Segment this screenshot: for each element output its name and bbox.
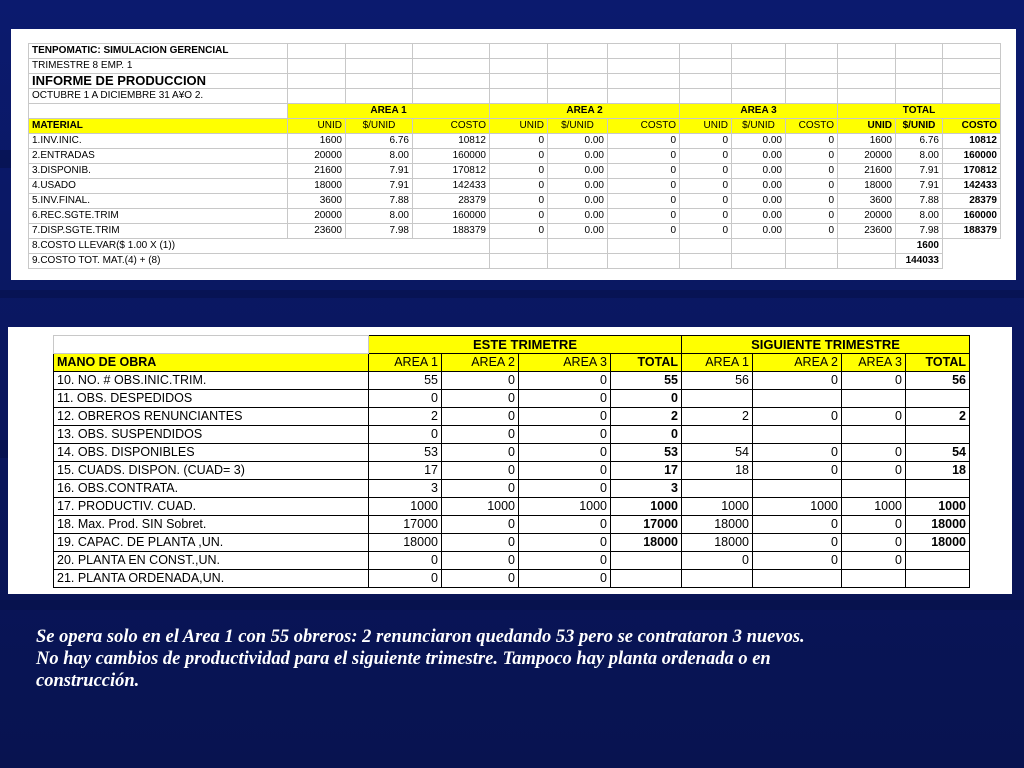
material-cell: 0 xyxy=(490,194,548,209)
labor-cell xyxy=(906,570,970,588)
labor-cell: 0 xyxy=(369,426,442,444)
labor-row xyxy=(54,408,970,426)
material-cell: 0 xyxy=(608,194,680,209)
labor-cell xyxy=(753,426,842,444)
report-period: OCTUBRE 1 A DICIEMBRE 31 A¥O 2. xyxy=(29,89,288,104)
labor-cell: 1000 xyxy=(442,498,519,516)
material-cell: 0.00 xyxy=(732,224,786,239)
col-price: $/UNID xyxy=(548,119,608,134)
material-report-panel xyxy=(11,29,1016,280)
material-cell: 170812 xyxy=(943,164,1001,179)
material-cell: 0 xyxy=(680,134,732,149)
material-cell: 7.98 xyxy=(896,224,943,239)
background-stripe xyxy=(0,290,1024,298)
material-row-label: 5.INV.FINAL. xyxy=(29,194,288,209)
labor-row-label: 11. OBS. DESPEDIDOS xyxy=(54,390,369,408)
labor-cell: 0 xyxy=(442,426,519,444)
material-row xyxy=(29,164,1001,179)
labor-cell: 0 xyxy=(442,444,519,462)
labor-cell: 0 xyxy=(842,408,906,426)
labor-row xyxy=(54,570,970,588)
material-cell: 0 xyxy=(490,224,548,239)
labor-cell: 0 xyxy=(519,390,611,408)
subtitle-row xyxy=(29,59,1001,74)
material-cell: 160000 xyxy=(413,149,490,164)
col-unid: UNID xyxy=(490,119,548,134)
labor-cell: 0 xyxy=(369,570,442,588)
area-header-row xyxy=(29,104,1001,119)
col-unid: UNID xyxy=(680,119,732,134)
material-cell: 142433 xyxy=(413,179,490,194)
material-cell: 20000 xyxy=(838,209,896,224)
labor-cell: 17000 xyxy=(369,516,442,534)
labor-cell: 1000 xyxy=(753,498,842,516)
col-area-3: AREA 3 xyxy=(842,354,906,372)
labor-cell: 2 xyxy=(611,408,682,426)
material-row-label: 7.DISP.SGTE.TRIM xyxy=(29,224,288,239)
labor-cell: 0 xyxy=(442,390,519,408)
material-cell: 6.76 xyxy=(896,134,943,149)
material-rows xyxy=(29,134,1001,269)
material-header: MATERIAL xyxy=(29,119,288,134)
labor-cell: 1000 xyxy=(906,498,970,516)
material-cell: 0 xyxy=(786,209,838,224)
labor-cell: 1000 xyxy=(519,498,611,516)
summary-value: 144033 xyxy=(896,254,943,269)
labor-cell: 0 xyxy=(519,372,611,390)
material-row-label: 6.REC.SGTE.TRIM xyxy=(29,209,288,224)
labor-cell: 0 xyxy=(442,408,519,426)
labor-cell: 3 xyxy=(611,480,682,498)
labor-row xyxy=(54,516,970,534)
labor-cell: 2 xyxy=(369,408,442,426)
col-price: $/UNID xyxy=(346,119,413,134)
material-cell: 188379 xyxy=(943,224,1001,239)
labor-cell xyxy=(753,480,842,498)
col-unid: UNID xyxy=(838,119,896,134)
labor-cell: 0 xyxy=(442,534,519,552)
material-cell: 10812 xyxy=(413,134,490,149)
material-cell: 0 xyxy=(680,224,732,239)
material-cell: 20000 xyxy=(288,149,346,164)
material-cell: 7.91 xyxy=(346,179,413,194)
col-total: TOTAL xyxy=(906,354,970,372)
labor-cell xyxy=(906,480,970,498)
material-cell: 8.00 xyxy=(346,209,413,224)
material-cell: 21600 xyxy=(838,164,896,179)
labor-cell: 2 xyxy=(906,408,970,426)
labor-cell xyxy=(842,390,906,408)
labor-row-label: 17. PRODUCTIV. CUAD. xyxy=(54,498,369,516)
labor-cell xyxy=(611,570,682,588)
labor-cell: 0 xyxy=(753,444,842,462)
col-price: $/UNID xyxy=(896,119,943,134)
period-row xyxy=(29,89,1001,104)
labor-cell xyxy=(682,570,753,588)
labor-cell: 18000 xyxy=(906,516,970,534)
material-cell: 188379 xyxy=(413,224,490,239)
labor-cell: 17 xyxy=(369,462,442,480)
labor-cell: 0 xyxy=(753,372,842,390)
labor-cell xyxy=(753,390,842,408)
material-cell: 0.00 xyxy=(732,149,786,164)
labor-cell: 1000 xyxy=(369,498,442,516)
group-header-next-quarter: SIGUIENTE TRIMESTRE xyxy=(682,336,970,354)
material-cell: 0 xyxy=(490,149,548,164)
labor-cell: 0 xyxy=(519,444,611,462)
labor-cell: 0 xyxy=(519,516,611,534)
material-cell: 18000 xyxy=(288,179,346,194)
labor-cell: 56 xyxy=(906,372,970,390)
labor-cell: 0 xyxy=(442,516,519,534)
labor-row-label: 13. OBS. SUSPENDIDOS xyxy=(54,426,369,444)
material-row xyxy=(29,224,1001,239)
material-cell: 0 xyxy=(786,179,838,194)
material-cell: 0 xyxy=(786,164,838,179)
material-cell: 1600 xyxy=(288,134,346,149)
material-cell: 0 xyxy=(680,194,732,209)
report-title-row xyxy=(29,74,1001,89)
labor-cell: 0 xyxy=(519,480,611,498)
labor-cell: 0 xyxy=(442,480,519,498)
material-cell: 20000 xyxy=(288,209,346,224)
labor-cell xyxy=(842,480,906,498)
labor-cell: 0 xyxy=(842,516,906,534)
material-cell: 3600 xyxy=(288,194,346,209)
material-cell: 0 xyxy=(680,179,732,194)
material-cell: 0 xyxy=(680,149,732,164)
material-cell: 0 xyxy=(490,209,548,224)
col-cost: COSTO xyxy=(413,119,490,134)
caption-line: No hay cambios de productividad para el siguiente trimestre. Tampoco hay planta ordenada o en xyxy=(36,649,771,669)
material-cell: 28379 xyxy=(413,194,490,209)
labor-cell: 0 xyxy=(842,552,906,570)
labor-row xyxy=(54,534,970,552)
material-cell: 28379 xyxy=(943,194,1001,209)
labor-cell: 54 xyxy=(906,444,970,462)
material-row xyxy=(29,149,1001,164)
material-cell: 0.00 xyxy=(548,209,608,224)
material-cell: 1600 xyxy=(838,134,896,149)
material-cell: 8.00 xyxy=(346,149,413,164)
labor-cell: 18 xyxy=(682,462,753,480)
material-cell: 0 xyxy=(786,194,838,209)
labor-row-label: 20. PLANTA EN CONST.,UN. xyxy=(54,552,369,570)
material-cell: 0 xyxy=(608,149,680,164)
labor-row xyxy=(54,426,970,444)
labor-cell: 1000 xyxy=(611,498,682,516)
labor-cell xyxy=(842,570,906,588)
labor-cell: 0 xyxy=(753,552,842,570)
material-cell: 0.00 xyxy=(548,149,608,164)
labor-cell: 18000 xyxy=(906,534,970,552)
labor-cell: 17000 xyxy=(611,516,682,534)
labor-rows xyxy=(54,372,970,588)
material-cell: 20000 xyxy=(838,149,896,164)
labor-cell: 18 xyxy=(906,462,970,480)
labor-row-label: 14. OBS. DISPONIBLES xyxy=(54,444,369,462)
labor-cell xyxy=(682,426,753,444)
labor-cell: 0 xyxy=(369,552,442,570)
caption-line: Se opera solo en el Area 1 con 55 obreros: 2 renunciaron quedando 53 pero se contrataron 3 nuevos. xyxy=(36,627,805,647)
material-cell: 0 xyxy=(608,209,680,224)
col-area-2: AREA 2 xyxy=(442,354,519,372)
labor-cell: 0 xyxy=(442,552,519,570)
material-cell: 7.98 xyxy=(346,224,413,239)
col-area-2: AREA 2 xyxy=(753,354,842,372)
summary-label: 8.COSTO LLEVAR($ 1.00 X (1)) xyxy=(29,239,490,254)
labor-cell: 1000 xyxy=(682,498,753,516)
material-cell: 7.91 xyxy=(346,164,413,179)
col-unid: UNID xyxy=(288,119,346,134)
material-cell: 0.00 xyxy=(732,164,786,179)
labor-cell: 55 xyxy=(369,372,442,390)
material-cell: 0 xyxy=(786,224,838,239)
group-header-row xyxy=(54,336,970,354)
labor-cell: 1000 xyxy=(842,498,906,516)
labor-row-label: 16. OBS.CONTRATA. xyxy=(54,480,369,498)
labor-row xyxy=(54,390,970,408)
background-stripe xyxy=(0,600,1024,610)
labor-row-label: 12. OBREROS RENUNCIANTES xyxy=(54,408,369,426)
material-row-label: 3.DISPONIB. xyxy=(29,164,288,179)
labor-cell: 3 xyxy=(369,480,442,498)
report-header-title: TENPOMATIC: SIMULACION GERENCIAL xyxy=(29,44,288,59)
material-cell: 0 xyxy=(608,164,680,179)
labor-cell xyxy=(842,426,906,444)
labor-cell: 0 xyxy=(442,570,519,588)
material-cell: 0 xyxy=(490,164,548,179)
labor-cell xyxy=(682,390,753,408)
col-area-1: AREA 1 xyxy=(369,354,442,372)
material-cell: 10812 xyxy=(943,134,1001,149)
material-cell: 0.00 xyxy=(732,134,786,149)
labor-row-label: 18. Max. Prod. SIN Sobret. xyxy=(54,516,369,534)
material-cell: 8.00 xyxy=(896,209,943,224)
col-cost: COSTO xyxy=(608,119,680,134)
labor-row xyxy=(54,444,970,462)
labor-cell: 55 xyxy=(611,372,682,390)
labor-cell xyxy=(753,570,842,588)
caption-line: construcción. xyxy=(36,671,140,691)
material-cell: 0.00 xyxy=(732,179,786,194)
material-cell: 7.91 xyxy=(896,164,943,179)
labor-cell: 53 xyxy=(369,444,442,462)
material-cell: 0 xyxy=(608,134,680,149)
labor-table xyxy=(53,335,970,588)
labor-cell xyxy=(906,426,970,444)
material-row xyxy=(29,194,1001,209)
material-report-table xyxy=(28,43,1001,269)
labor-cell: 0 xyxy=(519,462,611,480)
summary-label: 9.COSTO TOT. MAT.(4) + (8) xyxy=(29,254,490,269)
title-row xyxy=(29,44,1001,59)
labor-header: MANO DE OBRA xyxy=(54,354,369,372)
labor-cell: 0 xyxy=(519,570,611,588)
material-summary-row xyxy=(29,254,1001,269)
report-title: INFORME DE PRODUCCION xyxy=(29,74,288,89)
material-row xyxy=(29,179,1001,194)
material-row-label: 2.ENTRADAS xyxy=(29,149,288,164)
labor-cell: 54 xyxy=(682,444,753,462)
labor-cell xyxy=(906,390,970,408)
labor-row-label: 10. NO. # OBS.INIC.TRIM. xyxy=(54,372,369,390)
material-cell: 0.00 xyxy=(732,194,786,209)
slide-caption xyxy=(36,626,1006,692)
labor-cell: 0 xyxy=(519,426,611,444)
labor-cell: 2 xyxy=(682,408,753,426)
labor-cell: 17 xyxy=(611,462,682,480)
labor-cell: 0 xyxy=(519,408,611,426)
material-cell: 0.00 xyxy=(548,224,608,239)
labor-cell: 0 xyxy=(842,534,906,552)
labor-cell: 18000 xyxy=(611,534,682,552)
material-cell: 0.00 xyxy=(548,164,608,179)
material-row xyxy=(29,134,1001,149)
material-cell: 0.00 xyxy=(548,134,608,149)
labor-row-label: 21. PLANTA ORDENADA,UN. xyxy=(54,570,369,588)
material-cell: 18000 xyxy=(838,179,896,194)
col-cost: COSTO xyxy=(786,119,838,134)
labor-row xyxy=(54,462,970,480)
labor-cell: 18000 xyxy=(682,516,753,534)
material-cell: 0 xyxy=(786,134,838,149)
labor-cell: 0 xyxy=(842,444,906,462)
labor-column-header-row xyxy=(54,354,970,372)
labor-cell: 0 xyxy=(753,516,842,534)
material-cell: 0 xyxy=(608,224,680,239)
col-cost: COSTO xyxy=(943,119,1001,134)
labor-cell xyxy=(906,552,970,570)
material-cell: 6.76 xyxy=(346,134,413,149)
labor-cell: 0 xyxy=(842,372,906,390)
material-cell: 0.00 xyxy=(548,194,608,209)
background-stripe xyxy=(0,440,8,458)
material-cell: 0 xyxy=(680,164,732,179)
material-cell: 160000 xyxy=(413,209,490,224)
labor-cell: 0 xyxy=(369,390,442,408)
labor-cell: 0 xyxy=(682,552,753,570)
group-header-this-quarter: ESTE TRIMETRE xyxy=(369,336,682,354)
material-cell: 7.88 xyxy=(896,194,943,209)
labor-cell xyxy=(682,480,753,498)
labor-cell: 0 xyxy=(442,462,519,480)
col-price: $/UNID xyxy=(732,119,786,134)
labor-cell: 0 xyxy=(753,534,842,552)
labor-cell: 0 xyxy=(753,408,842,426)
col-area-3: AREA 3 xyxy=(519,354,611,372)
material-cell: 142433 xyxy=(943,179,1001,194)
material-cell: 7.88 xyxy=(346,194,413,209)
labor-cell: 0 xyxy=(611,426,682,444)
material-cell: 0 xyxy=(680,209,732,224)
column-header-row xyxy=(29,119,1001,134)
labor-cell: 0 xyxy=(611,390,682,408)
material-row-label: 1.INV.INIC. xyxy=(29,134,288,149)
labor-row xyxy=(54,498,970,516)
material-cell: 0 xyxy=(490,179,548,194)
labor-cell: 53 xyxy=(611,444,682,462)
area-header-3: AREA 3 xyxy=(680,104,838,119)
labor-row-label: 19. CAPAC. DE PLANTA ,UN. xyxy=(54,534,369,552)
area-header-total: TOTAL xyxy=(838,104,1001,119)
material-cell: 160000 xyxy=(943,209,1001,224)
material-row-label: 4.USADO xyxy=(29,179,288,194)
material-cell: 0.00 xyxy=(732,209,786,224)
col-total: TOTAL xyxy=(611,354,682,372)
material-cell: 0 xyxy=(786,149,838,164)
labor-row-label: 15. CUADS. DISPON. (CUAD= 3) xyxy=(54,462,369,480)
labor-cell: 56 xyxy=(682,372,753,390)
material-cell: 0 xyxy=(608,179,680,194)
material-cell: 0.00 xyxy=(548,179,608,194)
report-subtitle: TRIMESTRE 8 EMP. 1 xyxy=(29,59,288,74)
material-cell: 23600 xyxy=(838,224,896,239)
labor-cell: 0 xyxy=(519,534,611,552)
labor-cell: 18000 xyxy=(682,534,753,552)
area-header-2: AREA 2 xyxy=(490,104,680,119)
area-header-1: AREA 1 xyxy=(288,104,490,119)
material-cell: 21600 xyxy=(288,164,346,179)
material-cell: 23600 xyxy=(288,224,346,239)
material-summary-row xyxy=(29,239,1001,254)
labor-row xyxy=(54,480,970,498)
material-cell: 0 xyxy=(490,134,548,149)
material-cell: 3600 xyxy=(838,194,896,209)
labor-cell: 0 xyxy=(442,372,519,390)
labor-cell: 0 xyxy=(842,462,906,480)
material-cell: 8.00 xyxy=(896,149,943,164)
col-area-1: AREA 1 xyxy=(682,354,753,372)
material-cell: 7.91 xyxy=(896,179,943,194)
labor-cell: 18000 xyxy=(369,534,442,552)
labor-panel xyxy=(8,327,1012,594)
summary-value: 1600 xyxy=(896,239,943,254)
labor-cell: 0 xyxy=(753,462,842,480)
material-cell: 170812 xyxy=(413,164,490,179)
labor-row xyxy=(54,552,970,570)
labor-cell xyxy=(611,552,682,570)
labor-row xyxy=(54,372,970,390)
material-row xyxy=(29,209,1001,224)
material-cell: 160000 xyxy=(943,149,1001,164)
labor-cell: 0 xyxy=(519,552,611,570)
